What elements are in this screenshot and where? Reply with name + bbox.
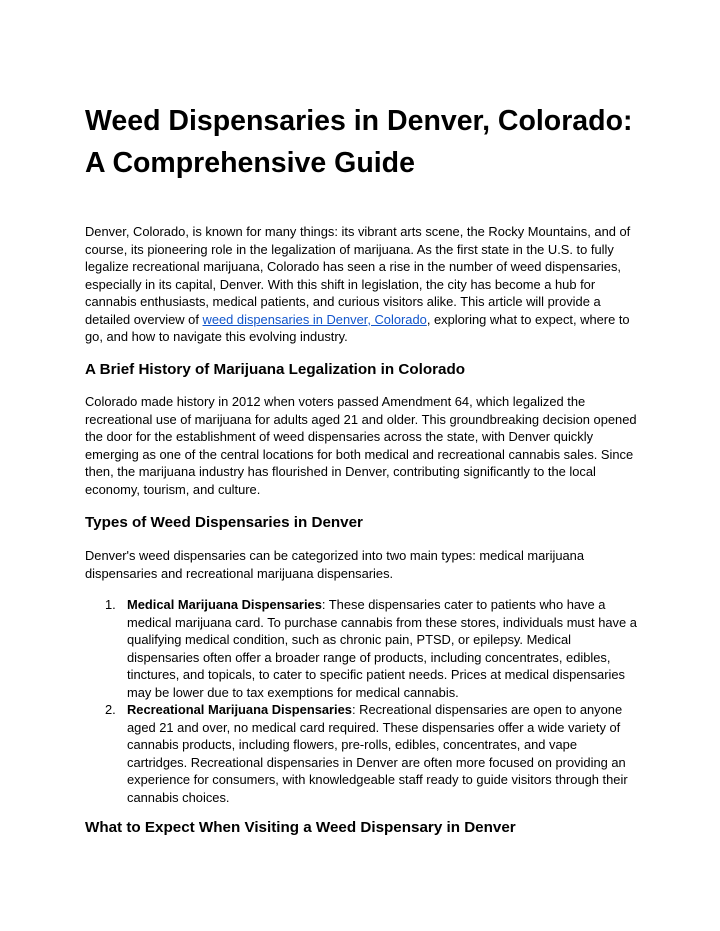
section-heading-types: Types of Weed Dispensaries in Denver [85,514,363,531]
list-item [85,701,637,806]
dispensary-types-list [85,596,637,806]
list-item-text: : Recreational dispensaries are open to anyone aged 21 and over, no medical card required. These dispensaries offer a wide variety of cannabis products, including flowers, pre-rolls, edibles, concentrates, and vape cartridges. Recreational dispensaries in Denver are often more focused on providing an experience for consumers, with knowledgeable staff ready to guide visitors through their cannabis choices. [127,702,628,805]
history-paragraph: Colorado made history in 2012 when voters passed Amendment 64, which legalized the recreational use of marijuana for adults aged 21 and older. This groundbreaking decision opened the door for the establishment of weed dispensaries across the state, with Denver quickly emerging as one of the central locations for both medical and recreational cannabis sales. Since then, the marijuana industry has flourished in Denver, contributing significantly to the local economy, tourism, and culture. [85,394,637,497]
dispensaries-link[interactable]: weed dispensaries in Denver, Colorado [202,311,427,327]
list-item-text: : These dispensaries cater to patients who have a medical marijuana card. To purchase cannabis from these stores, individuals must have a qualifying medical condition, such as chronic pain, PTSD, or epilepsy. Medical dispensaries often offer a broader range of products, including concentrates, edibles, tinctures, and topicals, to cater to specific patient needs. Prices at medical dispensaries may be lower due to tax exemptions for medical cannabis. [127,597,637,700]
list-item-term: Medical Marijuana Dispensaries [127,597,322,612]
page-title: Weed Dispensaries in Denver, Colorado: A Comprehensive Guide [85,105,633,179]
intro-paragraph [85,223,637,346]
list-item-number: 1. [105,597,116,612]
section-heading-expect: What to Expect When Visiting a Weed Dispensary in Denver [85,819,516,836]
intro-text-before-link: Denver, Colorado, is known for many things: its vibrant arts scene, the Rocky Mountains, and of course, its pioneering role in the legalization of marijuana. As the first state in the U.S. to fully legalize recreational marijuana, Colorado has seen a rise in the number of weed dispensaries, especially in its capital, Denver. With this shift in legislation, the city has become a hub for cannabis enthusiasts, medical patients, and curious visitors alike. This article will provide a detailed overview of [85,224,631,327]
types-paragraph: Denver's weed dispensaries can be categorized into two main types: medical marijuana dispensaries and recreational marijuana dispensaries. [85,548,585,581]
list-item [85,596,637,701]
intro-text-after-link: , exploring what to expect, where to go, and how to navigate this evolving industry. [85,311,630,344]
list-item-term: Recreational Marijuana Dispensaries [127,702,352,717]
list-item-number: 2. [105,702,116,717]
section-heading-history: A Brief History of Marijuana Legalization in Colorado [85,361,466,378]
